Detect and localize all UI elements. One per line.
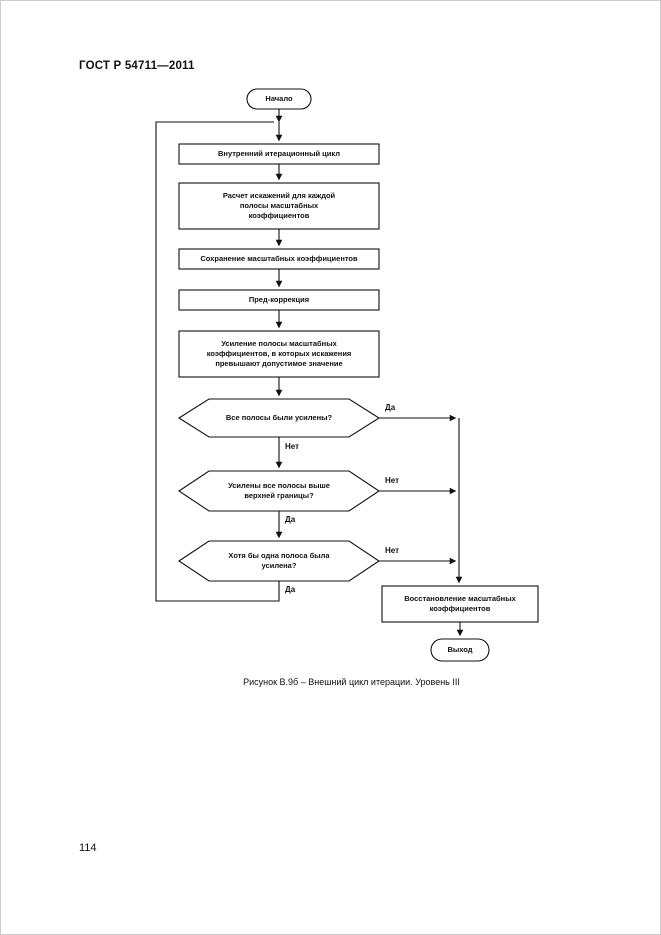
step-pre-correction-label: Пред-коррекция — [248, 294, 310, 304]
decision2-no-label: Нет — [385, 476, 400, 485]
figure-caption: Рисунок В.9б – Внешний цикл итерации. Уровень III — [243, 677, 460, 687]
decision3-no-label: Нет — [385, 546, 400, 555]
step-restore-coeffs — [382, 586, 538, 622]
decision2-yes-label: Да — [285, 515, 296, 524]
decision2 — [179, 471, 379, 511]
decision3-yes-label: Да — [285, 585, 296, 594]
decision1-yes-label: Да — [385, 403, 396, 412]
step-calc-distortion-label: Расчет искажений для каждой полосы масштабных коэффициентов — [222, 190, 336, 221]
step-amplify-bands — [179, 331, 379, 377]
step-amplify-bands-label: Усиление полосы масштабных коэффициентов, в которых искажения превышают допустимое значение — [206, 338, 352, 369]
step-calc-distortion — [179, 183, 379, 229]
start-node-label: Начало — [265, 93, 293, 103]
decision1-no-label: Нет — [285, 442, 300, 451]
document-header: ГОСТ Р 54711—2011 — [79, 60, 195, 72]
step-save-coeffs-label: Сохранение масштабных коэффициентов — [200, 253, 358, 263]
decision3 — [179, 541, 379, 581]
step-inner-loop-label: Внутренний итерационный цикл — [218, 148, 340, 158]
end-node-label: Выход — [447, 644, 473, 654]
page-number: 114 — [79, 842, 97, 854]
decision1-label: Все полосы были усилены? — [225, 412, 333, 422]
step-restore-coeffs-label: Восстановление масштабных коэффициентов — [404, 593, 516, 613]
decision3-label: Хотя бы одна полоса была усилена? — [228, 550, 330, 570]
flowchart-canvas — [1, 1, 661, 935]
decision2-label: Усилены все полосы выше верхней границы? — [228, 480, 330, 500]
